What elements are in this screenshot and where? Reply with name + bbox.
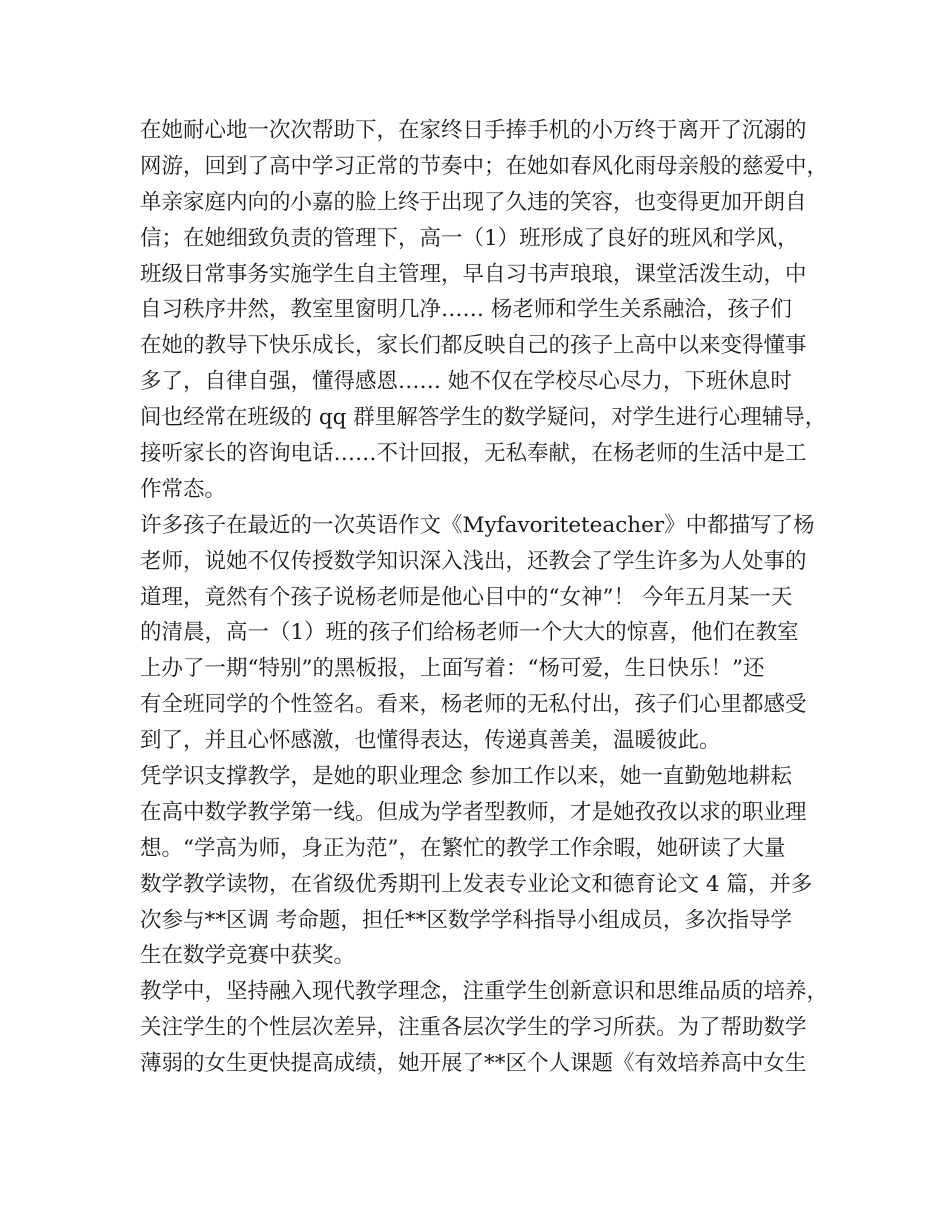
text-line: 网游，回到了高中学习正常的节奏中；在她如春风化雨母亲般的慈爱中，	[140, 153, 829, 179]
text-line: 在她耐心地一次次帮助下，在家终日手捧手机的小万终于离开了沉溺的	[140, 118, 807, 143]
paragraph-students-essay	[140, 508, 820, 759]
text-line: 班级日常事务实施学生自主管理，早自习书声琅琅，课堂活泼生动，中	[140, 261, 807, 287]
text-line: 到了，并且心怀感激，也懂得表达，传递真善美，温暖彼此。	[140, 728, 721, 754]
text-line: 自习秩序井然，教室里窗明几净…… 杨老师和学生关系融洽，孩子们	[140, 297, 792, 323]
text-line: 想。“学高为师，身正为范”，在繁忙的教学工作余暇，她研读了大量	[140, 835, 786, 861]
paragraph-teaching-approach	[140, 974, 829, 1082]
text-line: 许多孩子在最近的一次英语作文《Myfavoriteteacher》中都描写了杨	[140, 512, 815, 538]
text-line: 道理，竟然有个孩子说杨老师是他心目中的“女神”！ 今年五月某一天	[140, 584, 793, 610]
text-line: 多了，自律自强，懂得感恩…… 她不仅在学校尽心尽力，下班休息时	[140, 369, 792, 395]
text-line: 薄弱的女生更快提高成绩，她开展了**区个人课题《有效培养高中女生	[140, 1051, 807, 1077]
text-line: 在她的教导下快乐成长，家长们都反映自己的孩子上高中以来变得懂事	[140, 333, 807, 359]
text-line: 上办了一期“特别”的黑板报，上面写着：“杨可爱，生日快乐！”还	[140, 656, 765, 682]
text-line: 次参与**区调 考命题，担任**区数学学科指导小组成员，多次指导学	[140, 907, 792, 933]
text-line: 数学教学读物，在省级优秀期刊上发表专业论文和德育论文 4 篇，并多	[140, 871, 813, 897]
text-line: 有全班同学的个性签名。看来，杨老师的无私付出，孩子们心里都感受	[140, 692, 807, 718]
paragraph-professional-philosophy	[140, 759, 820, 974]
paragraph-class-management	[140, 113, 829, 508]
text-line: 在高中数学教学第一线。但成为学者型教师，才是她孜孜以求的职业理	[140, 799, 807, 825]
text-line: 生在数学竞赛中获奖。	[140, 943, 356, 969]
text-line: 教学中，坚持融入现代教学理念，注重学生创新意识和思维品质的培养，	[140, 979, 829, 1005]
text-line: 的清晨，高一（1）班的孩子们给杨老师一个大大的惊喜，他们在教室	[140, 620, 799, 646]
text-line: 间也经常在班级的 qq 群里解答学生的数学疑问，对学生进行心理辅导，	[140, 405, 827, 431]
text-line: 接听家长的咨询电话……不计回报，无私奉献，在杨老师的生活中是工	[140, 441, 807, 467]
text-line: 关注学生的个性层次差异，注重各层次学生的学习所获。为了帮助数学	[140, 1015, 807, 1041]
text-line: 作常态。	[140, 476, 227, 502]
text-line: 凭学识支撑教学，是她的职业理念 参加工作以来，她一直勤勉地耕耘	[140, 764, 792, 790]
text-line: 信；在她细致负责的管理下，高一（1）班形成了良好的班风和学风，	[140, 225, 799, 251]
text-line: 单亲家庭内向的小嘉的脸上终于出现了久违的笑容，也变得更加开朗自	[140, 189, 807, 215]
text-line: 老师，说她不仅传授数学知识深入浅出，还教会了学生许多为人处事的	[140, 548, 807, 574]
document-body	[140, 113, 829, 1082]
